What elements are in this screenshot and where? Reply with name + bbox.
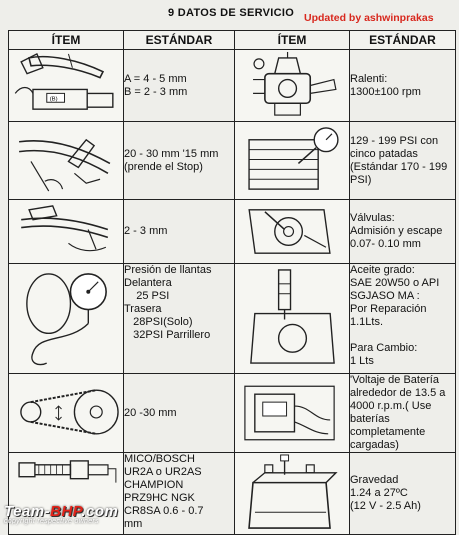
battery-voltage-standard: [350, 374, 456, 453]
table-row: [9, 50, 456, 122]
standard-line: [350, 329, 455, 342]
standard-line: 1 Lts: [350, 355, 374, 367]
standard-line: PSI): [350, 173, 372, 186]
table-row: [9, 264, 456, 374]
standard-line: 1.1Lts.: [350, 316, 384, 328]
brake-lever-illustration: [9, 200, 123, 263]
tire-gauge-illustration: [9, 264, 123, 373]
standard-line: cargadas): [350, 439, 399, 451]
page-header: [0, 0, 459, 30]
valve-clearance-diagram: [235, 200, 350, 264]
standard-line: 4000 r.p.m.( Use: [350, 400, 432, 412]
standard-line: SAE 20W50 o API: [350, 277, 440, 289]
standard-line: (12 V - 2.5 Ah): [350, 500, 421, 512]
standard-line: 25 PSI: [124, 290, 170, 302]
standard-line: 2 - 3 mm: [124, 225, 168, 237]
standard-line: (Estándar 170 - 199: [350, 160, 448, 173]
standard-line: alrededor de 13.5 a: [350, 387, 446, 399]
clutch-lever-diagram: [9, 50, 124, 122]
standard-line: 1300±100 rpm: [350, 85, 421, 98]
front-brake-lever-diagram: [9, 200, 124, 264]
valve-clearance-illustration: [235, 200, 349, 263]
standard-line: 1.24 a 27ºC: [350, 487, 408, 499]
voltmeter-diagram: [235, 374, 350, 453]
tire-pressure-gauge-diagram: [9, 264, 124, 374]
battery-diagram: [235, 453, 350, 535]
voltmeter-illustration: [235, 374, 349, 452]
standard-line: Ralenti:: [350, 72, 388, 85]
standard-line: 'Voltaje de Batería: [350, 374, 439, 386]
oil-grade-standard: [350, 264, 456, 374]
standard-line: cinco patadas: [350, 147, 418, 160]
standard-line: baterías: [350, 413, 390, 425]
table-header-row: [9, 31, 456, 50]
tire-pressure-standard: [124, 264, 235, 374]
oil-fill-illustration: [235, 264, 349, 373]
standard-line: 0.07- 0.10 mm: [350, 238, 421, 250]
standard-line: 20 - 30 mm '15 mm: [124, 147, 219, 160]
table-row: [9, 200, 456, 264]
clutch-lever-standard: [124, 50, 235, 122]
drive-chain-diagram: [9, 374, 124, 453]
standard-line: Por Reparación: [350, 303, 427, 315]
column-header-standard-left: ESTÁNDAR: [124, 31, 235, 50]
carburetor-illustration: [235, 50, 349, 121]
standard-line: Admisión y escape: [350, 225, 443, 237]
throttle-grip-illustration: [9, 122, 123, 199]
chain-slack-standard: [124, 374, 235, 453]
standard-line: Gravedad: [350, 474, 399, 486]
drive-chain-illustration: [9, 374, 123, 452]
idle-speed-standard: [350, 50, 456, 122]
watermark-brand-accent: BHP: [50, 503, 82, 520]
standard-line: Aceite grado:: [350, 264, 415, 276]
standard-line: 20 -30 mm: [124, 406, 177, 419]
compression-standard: [350, 122, 456, 200]
brake-lever-standard: [124, 200, 235, 264]
standard-line: CR8SA 0.6 - 0.7: [124, 505, 204, 517]
standard-line: Delantera: [124, 277, 172, 289]
section-title: 9 DATOS DE SERVICIO: [168, 7, 295, 19]
oil-fill-diagram: [235, 264, 350, 374]
service-data-table: [8, 30, 456, 535]
team-bhp-watermark: [4, 503, 144, 531]
standard-line: SGJASO MA :: [350, 290, 420, 302]
column-header-standard-right: ESTÁNDAR: [350, 31, 456, 50]
standard-line: 129 - 199 PSI con: [350, 134, 439, 147]
table-row: [9, 374, 456, 453]
battery-illustration: [235, 453, 349, 534]
column-header-item-left: ÍTEM: [9, 31, 124, 50]
standard-line: mm: [124, 518, 143, 530]
svg-text:(B): (B): [49, 96, 58, 103]
table-row: [9, 122, 456, 200]
battery-gravity-standard: [350, 453, 456, 535]
standard-line: Para Cambio:: [350, 342, 418, 354]
standard-line: B = 2 - 3 mm: [124, 85, 188, 98]
column-header-item-right: ÍTEM: [235, 31, 350, 50]
updated-by-note: Updated by ashwinprakas: [304, 12, 434, 24]
throttle-play-standard: [124, 122, 235, 200]
engine-compression-illustration: [235, 122, 349, 199]
standard-line: Trasera: [124, 303, 162, 315]
standard-line: A = 4 - 5 mm: [124, 72, 187, 85]
standard-line: PRZ9HC NGK: [124, 492, 195, 504]
standard-line: MICO/BOSCH: [124, 453, 195, 465]
standard-line: Presión de llantas: [124, 264, 212, 276]
standard-line: (prende el Stop): [124, 160, 203, 173]
watermark-tagline: copyright respective owners: [4, 518, 99, 525]
standard-line: 32PSI Parrillero: [124, 329, 211, 341]
standard-line: 28PSI(Solo): [124, 316, 193, 328]
standard-line: Válvulas:: [350, 212, 395, 224]
throttle-grip-diagram: [9, 122, 124, 200]
standard-line: UR2A o UR2AS: [124, 466, 202, 478]
watermark-brand-prefix: Team-: [4, 503, 51, 520]
standard-line: completamente: [350, 426, 426, 438]
watermark-brand-suffix: .com: [81, 503, 119, 520]
carburetor-diagram: [235, 50, 350, 122]
compression-gauge-diagram: [235, 122, 350, 200]
valve-clearance-standard: [350, 200, 456, 264]
standard-line: CHAMPION: [124, 479, 184, 491]
clutch-lever-illustration: [9, 50, 123, 121]
